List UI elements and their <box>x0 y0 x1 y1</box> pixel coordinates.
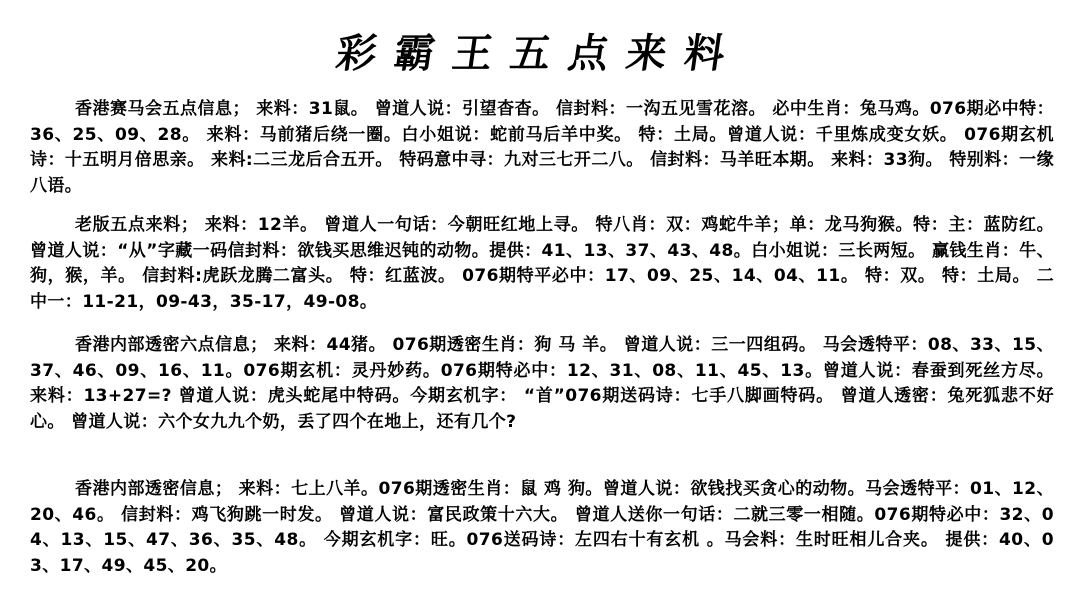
section-hk-internal-six-point: 香港内部透密六点信息； 来料：44猪。 076期透密生肖：狗 马 羊。 曾道人说：三一四组码。 马会透特平：08、33、15、37、46、09、16、11。076期玄机：灵丹妙药。076期特必中：12、31、08、11、45、13。曾道人说：春蚕到死丝方尽。 来料：13+27=? 曾道人说：虎头蛇尾中特码。今期玄机字： “首”076期送码诗：七手八脚画特码。 曾道人透密：兔死狐悲不好心。 曾道人说：六个女九九个奶，丢了四个在地上，还有几个? <box>30 335 1054 432</box>
section-hk-internal-info: 香港内部透密信息； 来料：七上八羊。076期透密生肖：鼠 鸡 狗。曾道人说：欲钱找买贪心的动物。马会透特平：01、12、20、46。 信封料：鸡飞狗跳一时发。 曾道人说：富民政策十六大。 曾道人送你一句话：二就三零一相随。076期特必中：32、04、13、15、47、36、35、48。 今期玄机字：旺。076送码诗：左四右十有玄机 。马会料：生时旺相儿合夹。 提供：40、03、17、49、45、20。 <box>30 479 1054 576</box>
section-hk-jockey-five-point: 香港赛马会五点信息； 来料：31鼠。 曾道人说：引望杳杳。 信封料：一沟五见雪花溶。 必中生肖：兔马鸡。076期必中特：36、25、09、28。 来料：马前猪后绕一圈。白小姐说：蛇前马后羊中奖。 特：土局。曾道人说：千里炼成变女妖。 076期玄机诗：十五明月倍思亲。 来料:二三龙后合五开。 特码意中寻：九对三七开二八。 信封料：马羊旺本期。 来料：33狗。 特别料：一缘八语。 <box>30 99 1054 196</box>
page-title: 彩霸王五点来料 <box>333 30 746 77</box>
section-old-edition-five-point: 老版五点来料； 来料：12羊。 曾道人一句话：今朝旺红地上寻。 特八肖：双：鸡蛇牛羊；单：龙马狗猴。特：主：蓝防红。 曾道人说：“从”字藏一码信封料：欲钱买思维迟钝的动物。提供：41、13、37、43、48。白小姐说：三长两短。 赢钱生肖：牛、狗，猴，羊。 信封料:虎跃龙腾二富头。 特：红蓝波。 076期特平必中：17、09、25、14、04、11。 特：双。 特：土局。 二中一：11-21，09-43，35-17，49-08。 <box>30 215 1054 312</box>
